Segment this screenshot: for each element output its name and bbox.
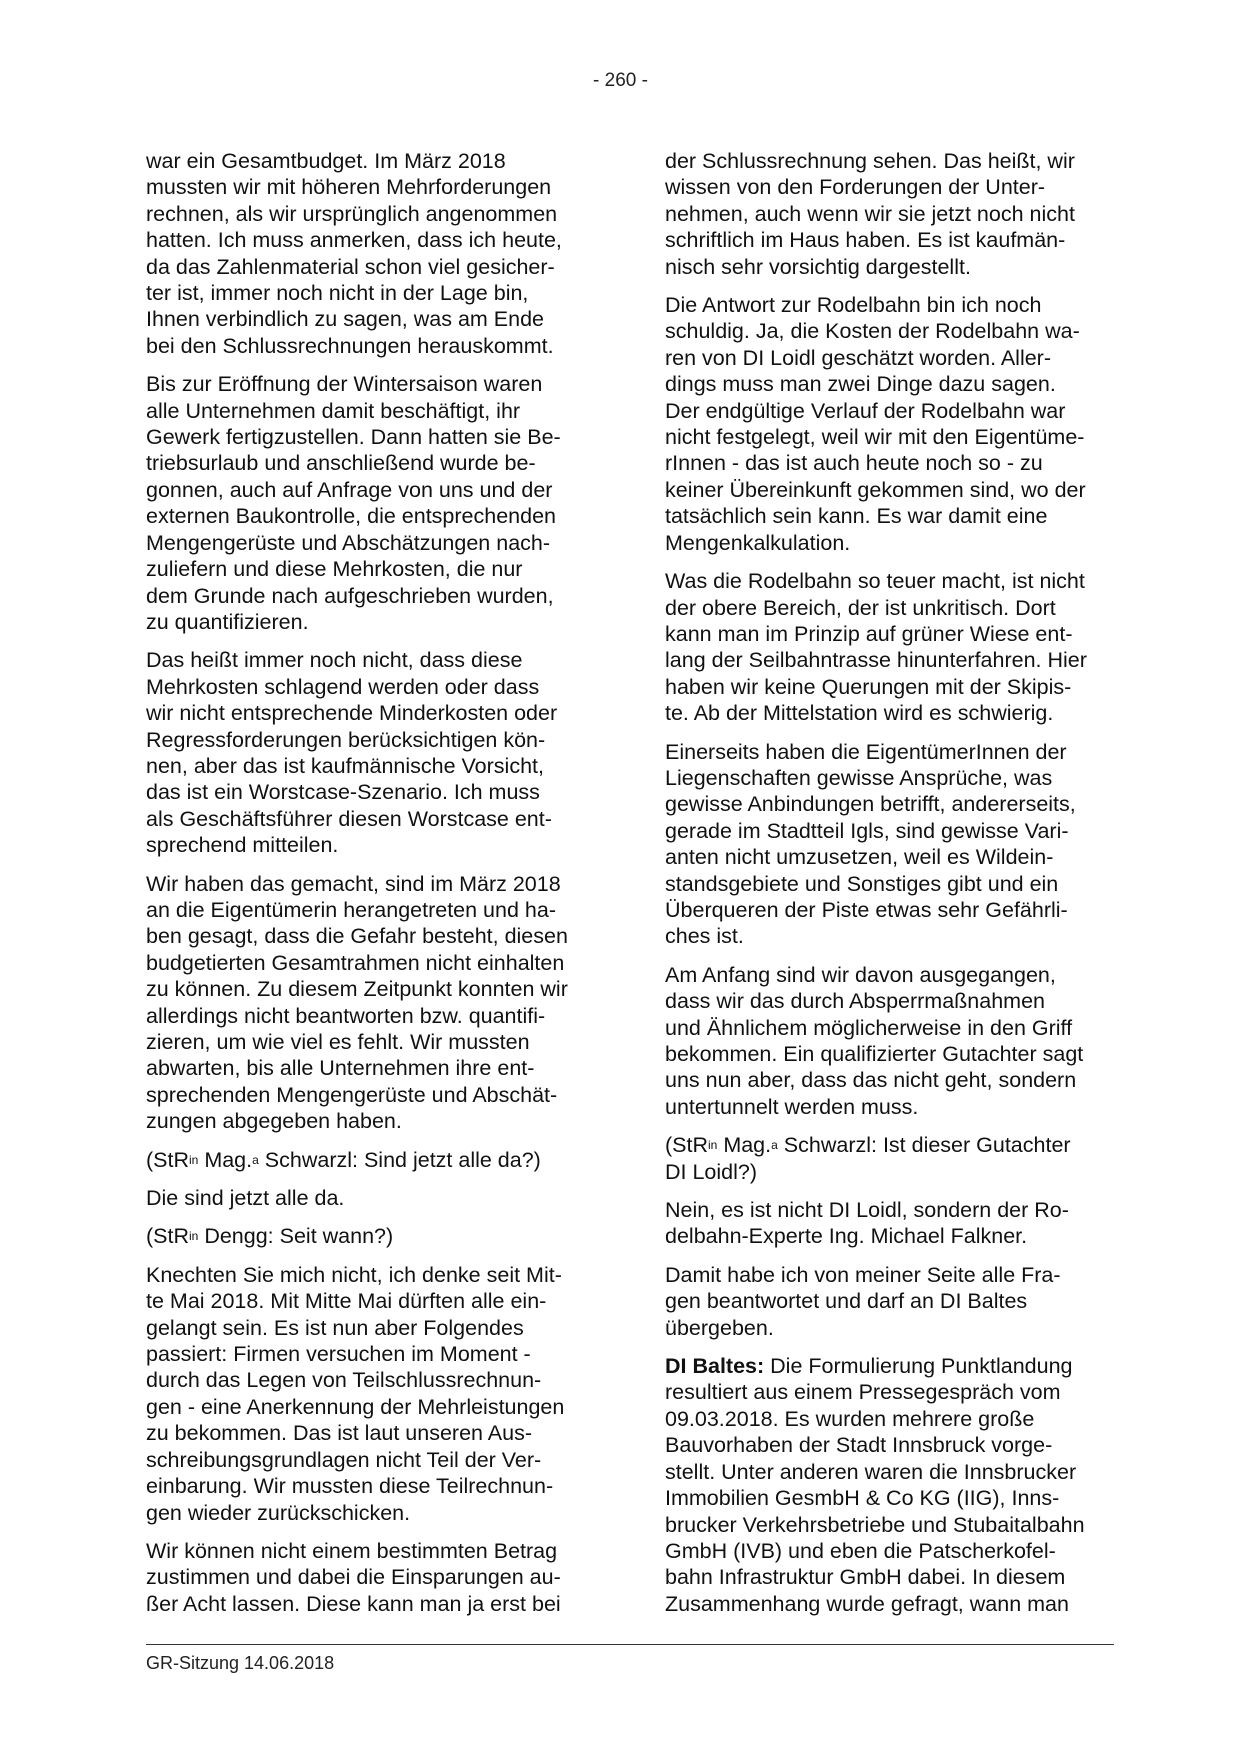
interjection-schwarzl-2: (StR$^{in}$ Mag.$^a$ Schwarzl: Ist dieser Gutachter DI Loidl?)	[665, 1133, 1071, 1184]
page-number: - 260 -	[593, 70, 648, 91]
text-line: Mengengerüste und Abschätzungen nach-	[146, 530, 551, 555]
text-line: Überqueren der Piste etwas sehr Gefährli-	[665, 897, 1068, 922]
text-line: ter ist, immer noch nicht in der Lage bin,	[146, 281, 529, 306]
text-line: tatsächlich sein kann. Es war damit eine	[665, 504, 1048, 529]
text-line: an die Eigentümerin herangetreten und ha-	[146, 897, 556, 922]
text-line: rechnen, als wir ursprünglich angenommen	[146, 201, 558, 226]
text-line: zu bekommen. Das ist laut unseren Aus-	[146, 1421, 532, 1446]
text-line: schriftlich im Haus haben. Es ist kaufmän-	[665, 228, 1066, 253]
text-line: einbarung. Wir mussten diese Teilrechnun-	[146, 1474, 554, 1499]
text-line: gelangt sein. Es ist nun aber Folgendes	[146, 1315, 524, 1340]
text-line: das ist ein Worstcase-Szenario. Ich muss	[146, 780, 540, 805]
text-line: ßer Acht lassen. Diese kann man ja erst bei	[146, 1591, 561, 1616]
text-line: rInnen - das ist auch heute noch so - zu	[665, 451, 1043, 476]
footer-divider	[146, 1644, 1114, 1645]
text-line: Damit habe ich von meiner Seite alle Fra-	[665, 1262, 1061, 1287]
text-line: gen - eine Anerkennung der Mehrleistungen	[146, 1394, 565, 1419]
text-line: zu können. Zu diesem Zeitpunkt konnten wir	[146, 977, 568, 1002]
text-line: uns nun aber, dass das nicht geht, sondern	[665, 1068, 1077, 1093]
text-line: Der endgültige Verlauf der Rodelbahn war	[665, 398, 1066, 423]
text-line: nicht festgelegt, weil wir mit den Eigentüme-	[665, 425, 1085, 450]
text-line: gewisse Anbindungen betrifft, andererseits,	[665, 792, 1076, 817]
text-line: und Ähnlichem möglicherweise in den Griff	[665, 1015, 1073, 1040]
paragraph	[665, 1197, 1113, 1250]
text-line: externen Baukontrolle, die entsprechenden	[146, 504, 556, 529]
paragraph	[665, 962, 1113, 1120]
text-line: wissen von den Forderungen der Unter-	[665, 175, 1046, 200]
text-line: sprechenden Mengengerüste und Abschät-	[146, 1082, 558, 1107]
text-line: passiert: Firmen versuchen im Moment -	[146, 1342, 531, 1367]
text-line: Immobilien GesmbH & Co KG (IIG), Inns-	[665, 1486, 1060, 1511]
left-column	[146, 148, 594, 1629]
text-line: allerdings nicht beantworten bzw. quantifi-	[146, 1003, 546, 1028]
left-paragraphs	[146, 148, 594, 1135]
text-line: te Mai 2018. Mit Mitte Mai dürften alle ein-	[146, 1289, 547, 1314]
text-line: ben gesagt, dass die Gefahr besteht, diesen	[146, 924, 568, 949]
text-line: gen wieder zurückschicken.	[146, 1500, 411, 1525]
text-line: Knechten Sie mich nicht, ich denke seit Mit-	[146, 1262, 562, 1287]
paragraph	[146, 871, 594, 1135]
text-line: Wir haben das gemacht, sind im März 2018	[146, 871, 561, 896]
text-line: delbahn-Experte Ing. Michael Falkner.	[665, 1224, 1028, 1249]
text-line: Bauvorhaben der Stadt Innsbruck vorge-	[665, 1433, 1053, 1458]
text-line: standsgebiete und Sonstiges gibt und ein	[665, 871, 1059, 896]
text-line: der obere Bereich, der ist unkritisch. Dort	[665, 595, 1056, 620]
text-line: bei den Schlussrechnungen herauskommt.	[146, 333, 554, 358]
right-paragraphs	[665, 148, 1113, 1120]
text-line: schreibungsgrundlagen nicht Teil der Ver-	[146, 1447, 542, 1472]
text-line: 09.03.2018. Es wurden mehrere große	[665, 1406, 1035, 1431]
left-paragraphs-end	[146, 1262, 594, 1617]
text-line: alle Unternehmen damit beschäftigt, ihr	[146, 398, 521, 423]
text-line: ches ist.	[665, 924, 744, 949]
text-line: dass wir das durch Absperrmaßnahmen	[665, 989, 1046, 1014]
paragraph	[146, 371, 594, 635]
paragraph	[146, 1538, 594, 1617]
text-line: bahn Infrastruktur GmbH dabei. In diesem	[665, 1565, 1066, 1590]
text-line: dem Grunde nach aufgeschrieben wurden,	[146, 583, 554, 608]
text-line: Einerseits haben die EigentümerInnen der	[665, 739, 1067, 764]
text-line: gonnen, auch auf Anfrage von uns und der	[146, 477, 553, 502]
text-line: keiner Übereinkunft gekommen sind, wo der	[665, 477, 1086, 502]
text-line: zustimmen und dabei die Einsparungen au-	[146, 1565, 561, 1590]
text-line: abwarten, bis alle Unternehmen ihre ent-	[146, 1056, 535, 1081]
paragraph	[146, 148, 594, 359]
text-line: triebsurlaub und anschließend wurde be-	[146, 451, 536, 476]
text-line: war ein Gesamtbudget. Im März 2018	[146, 149, 506, 173]
text-line: nisch sehr vorsichtig dargestellt.	[665, 254, 971, 279]
text-line: resultiert aus einem Pressegespräch vom	[665, 1380, 1061, 1405]
text-line: da das Zahlenmaterial schon viel gesicher-	[146, 254, 555, 279]
text-line: sprechend mitteilen.	[146, 833, 339, 858]
text-line: Ihnen verbindlich zu sagen, was am Ende	[146, 307, 544, 332]
text-line: bekommen. Ein qualifizierter Gutachter sagt	[665, 1042, 1084, 1066]
text-line: als Geschäftsführer diesen Worstcase ent-	[146, 806, 552, 831]
footer-session-date: GR-Sitzung 14.06.2018	[146, 1653, 335, 1673]
text-line: durch das Legen von Teilschlussrechnun-	[146, 1368, 542, 1393]
interjection-dengg: (StR$^{in}$ Dengg: Seit wann?)	[146, 1224, 394, 1249]
text-line: Die Antwort zur Rodelbahn bin ich noch	[665, 293, 1042, 318]
text-line: Das heißt immer noch nicht, dass diese	[146, 648, 523, 673]
interjection-schwarzl-1: (StR$^{in}$ Mag.$^a$ Schwarzl: Sind jetzt alle da?)	[146, 1147, 541, 1172]
text-line: te. Ab der Mittelstation wird es schwierig.	[665, 701, 1054, 726]
paragraph	[665, 568, 1113, 726]
text-line: Wir können nicht einem bestimmten Betrag	[146, 1538, 558, 1563]
paragraph	[146, 647, 594, 858]
reply-paragraph: Die sind jetzt alle da.	[146, 1186, 345, 1211]
text-line: Bis zur Eröffnung der Wintersaison waren	[146, 372, 543, 397]
text-line: übergeben.	[665, 1315, 774, 1340]
text-line: mussten wir mit höheren Mehrforderungen	[146, 175, 552, 200]
text-line: stellt. Unter anderen waren die Innsbrucker	[665, 1459, 1077, 1484]
text-line: Was die Rodelbahn so teuer macht, ist nicht	[665, 569, 1085, 594]
text-line: schuldig. Ja, die Kosten der Rodelbahn wa-	[665, 319, 1080, 344]
text-line: nen, aber das ist kaufmännische Vorsicht,	[146, 753, 544, 778]
right-column	[665, 148, 1113, 1629]
text-line: gerade im Stadtteil Igls, sind gewisse Vari-	[665, 818, 1069, 843]
right-paragraphs-end	[665, 1197, 1113, 1341]
text-line: Mehrkosten schlagend werden oder dass	[146, 674, 540, 699]
text-line: budgetierten Gesamtrahmen nicht einhalten	[146, 950, 565, 975]
text-line: zuliefern und diese Mehrkosten, die nur	[146, 557, 523, 582]
paragraph	[665, 739, 1113, 950]
text-line: kann man im Prinzip auf grüner Wiese ent-	[665, 621, 1073, 646]
text-line: GmbH (IVB) und eben die Patscherkofel-	[665, 1538, 1056, 1563]
text-line: der Schlussrechnung sehen. Das heißt, wir	[665, 149, 1075, 173]
text-line: Zusammenhang wurde gefragt, wann man	[665, 1591, 1069, 1616]
text-line: Nein, es ist nicht DI Loidl, sondern der Ro-	[665, 1198, 1069, 1223]
text-line: dings muss man zwei Dinge dazu sagen.	[665, 372, 1056, 397]
text-line: Gewerk fertigzustellen. Dann hatten sie Be-	[146, 425, 561, 450]
text-line: Liegenschaften gewisse Ansprüche, was	[665, 765, 1053, 790]
text-line: untertunnelt werden muss.	[665, 1094, 919, 1119]
text-line: gen beantwortet und darf an DI Baltes	[665, 1289, 1028, 1314]
paragraph	[665, 292, 1113, 556]
text-line: Mengenkalkulation.	[665, 530, 851, 555]
text-line: anten nicht umzusetzen, weil es Wildein-	[665, 845, 1054, 870]
text-line: haben wir keine Querungen mit der Skipis-	[665, 674, 1072, 699]
paragraph	[146, 1262, 594, 1526]
text-line: brucker Verkehrsbetriebe und Stubaitalbahn	[665, 1512, 1085, 1537]
text-line: wir nicht entsprechende Minderkosten oder	[146, 701, 558, 726]
paragraph	[665, 148, 1113, 280]
speaker-paragraph-baltes: DI Baltes: Die Formulierung Punktlandung resultiert aus einem Pressegespräch vom 09.03.2018. Es wurden mehrere große Bauvorhaben der Stadt Innsbruck vorge- stellt. Unter anderen waren die Innsbrucker Immobilien GesmbH & Co KG (IIG), Inns- brucker Verkehrsbetriebe und Stubaitalbahn GmbH (IVB) und eben die Patscherkofel- bahn Infrastruktur GmbH dabei. In diesem Zusammenhang wurde gefragt, wann man	[665, 1354, 1085, 1616]
paragraph	[665, 1262, 1113, 1341]
text-line: ren von DI Loidl geschätzt worden. Aller-	[665, 345, 1052, 370]
text-line: zieren, um wie viel es fehlt. Wir mussten	[146, 1030, 530, 1054]
text-line: Regressforderungen berücksichtigen kön-	[146, 727, 546, 752]
text-line: nehmen, auch wenn wir sie jetzt noch nicht	[665, 201, 1075, 226]
text-line: Am Anfang sind wir davon ausgegangen,	[665, 962, 1056, 987]
text-line: zu quantifizieren.	[146, 609, 309, 634]
speaker-name: DI Baltes:	[665, 1354, 765, 1379]
text-line: hatten. Ich muss anmerken, dass ich heute,	[146, 228, 562, 253]
text-line: lang der Seilbahntrasse hinunterfahren. Hier	[665, 648, 1087, 673]
text-line: zungen abgegeben haben.	[146, 1109, 402, 1134]
